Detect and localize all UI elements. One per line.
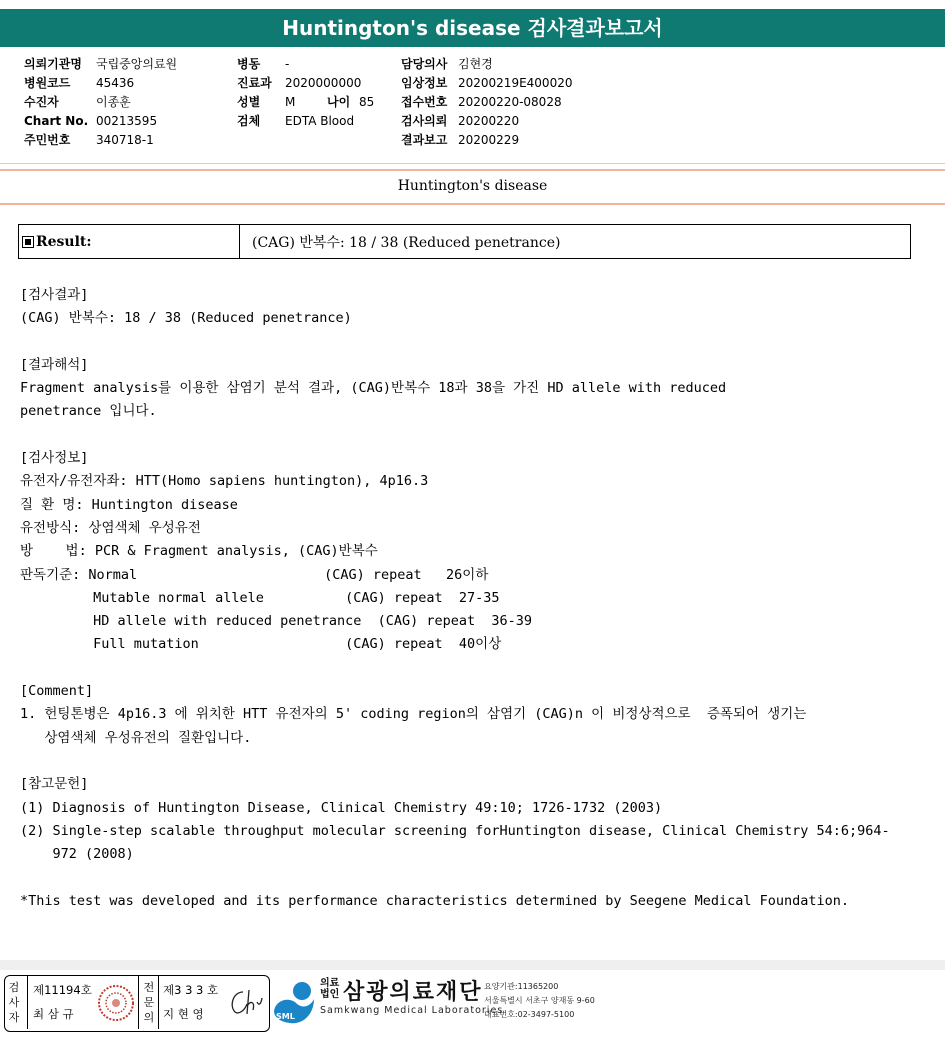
sex: M — [285, 95, 296, 109]
clinical-info: 20200219E400020 — [458, 76, 573, 90]
logo-corp — [320, 978, 342, 1000]
seal-icon — [97, 983, 135, 1023]
label: 의뢰기관명 — [24, 57, 82, 71]
body-line: 유전자/유전자좌: HTT(Homo sapiens huntington), 4p16.3 — [20, 473, 429, 490]
doctor: 김현경 — [458, 57, 493, 71]
label: 검체 — [237, 114, 261, 128]
body-line: penetrance 입니다. — [20, 403, 157, 420]
hospital-code: 45436 — [96, 76, 135, 90]
label: 수진자 — [24, 95, 59, 109]
result-summary-box — [18, 224, 911, 259]
specialist-title — [140, 980, 158, 1025]
hospital-name: 국립중앙의료원 — [96, 57, 178, 71]
patient-name: 이종훈 — [96, 95, 131, 109]
body-line: 상염색체 우성유전의 질환입니다. — [20, 729, 252, 746]
body-line: Fragment analysis를 이용한 삼염기 분석 결과, (CAG)반복수 18과 38을 가진 HD allele with reduced — [20, 380, 727, 397]
logo-badge: SML — [276, 1012, 295, 1021]
body-line: Full mutation (CAG) repeat 40이상 — [20, 636, 502, 653]
label: 성별 — [237, 95, 261, 109]
label: 결과보고 — [401, 133, 448, 147]
label: 접수번호 — [401, 95, 448, 109]
logo-name: 삼광의료재단 — [343, 980, 483, 1005]
label: 임상정보 — [401, 76, 448, 90]
divider — [138, 976, 139, 1029]
body-line: 유전방식: 상염색체 우성유전 — [20, 519, 201, 536]
logo-corp-text: 의료법인 — [320, 978, 340, 1000]
request-date: 20200220 — [458, 114, 520, 128]
resident-number: 340718-1 — [96, 133, 154, 147]
logo-icon — [270, 977, 318, 1027]
section-title: Huntington's disease — [397, 178, 548, 194]
divider — [27, 976, 28, 1029]
result-label-cell — [19, 225, 240, 258]
chart-number: 00213595 — [96, 114, 158, 128]
header-col-1 — [24, 55, 177, 150]
label: Chart No. — [24, 114, 89, 128]
inspector-name: 최 삼 규 — [33, 1007, 74, 1021]
age: 85 — [359, 95, 375, 109]
body-line: 판독기준: Normal (CAG) repeat 26이하 — [20, 566, 489, 583]
body-line — [20, 424, 890, 447]
specialist-title-text: 전문의 — [143, 981, 155, 1024]
body-line — [20, 750, 890, 773]
label: 나이 — [327, 95, 351, 109]
label: 검사의뢰 — [401, 114, 448, 128]
section-heading: [Comment] — [20, 683, 94, 700]
label: 병동 — [237, 57, 261, 71]
section-heading: [참고문헌] — [20, 776, 89, 793]
divider — [158, 976, 159, 1029]
body-line: 질 환 명: Huntington disease — [20, 496, 238, 513]
result-label: Result: — [36, 233, 92, 250]
body-line — [20, 657, 890, 680]
label: 진료과 — [237, 76, 272, 90]
body-line: (2) Single-step scalable throughput molecular screening forHuntington disease, Clinical Chemistry 54:6;964- — [20, 822, 890, 839]
logo-subtitle: Samkwang Medical Laboratories — [320, 1005, 504, 1016]
footer-divider — [0, 960, 945, 970]
section-heading: [결과해석] — [20, 356, 89, 373]
body-line: (1) Diagnosis of Huntington Disease, Clinical Chemistry 49:10; 1726-1732 (2003) — [20, 799, 663, 816]
body-line: 1. 헌팅톤병은 4p16.3 에 위치한 HTT 유전자의 5' coding region의 삼염기 (CAG)n 이 비정상적으로 증폭되어 생기는 — [20, 706, 807, 723]
header-divider — [0, 163, 945, 164]
body-line: Mutable normal allele (CAG) repeat 27-35 — [20, 589, 500, 606]
result-value: (CAG) 반복수: 18 / 38 (Reduced penetrance) — [252, 234, 561, 251]
label: 담당의사 — [401, 57, 448, 71]
inspector-license: 제11194호 — [33, 983, 92, 997]
body-line: 972 (2008) — [20, 846, 134, 863]
label: 병원코드 — [24, 76, 71, 90]
header-col-3 — [401, 55, 572, 150]
report-date: 20200229 — [458, 133, 520, 147]
signature-box — [4, 975, 270, 1032]
orange-rule-bottom — [0, 203, 945, 205]
specialist-name: 지 현 영 — [163, 1007, 204, 1021]
inspector-title-text: 검사자 — [8, 981, 20, 1024]
body-line — [20, 331, 890, 354]
report-body — [20, 284, 890, 913]
section-heading: [검사결과] — [20, 287, 89, 303]
logo-info-phone: 대표번호:02-3497-5100 — [484, 1010, 575, 1019]
body-line — [20, 866, 890, 889]
header-col-2 — [237, 55, 374, 131]
department: 2020000000 — [285, 76, 362, 90]
report-title: Huntington's disease 검사결과보고서 — [0, 9, 945, 47]
inspector-title — [5, 980, 23, 1025]
orange-rule-top — [0, 169, 945, 171]
receipt-number: 20200220-08028 — [458, 95, 562, 109]
body-line: (CAG) 반복수: 18 / 38 (Reduced penetrance) — [20, 310, 352, 327]
body-line: *This test was developed and its performance characteristics determined by Seegene Medical Foundation. — [20, 892, 850, 909]
specialist-license: 제3 3 3 호 — [163, 983, 219, 997]
body-line: 방 법: PCR & Fragment analysis, (CAG)반복수 — [20, 543, 378, 560]
logo-info-code: 요양기관:11365200 — [484, 982, 559, 991]
section-heading: [검사정보] — [20, 450, 89, 467]
label: 주민번호 — [24, 133, 71, 147]
specimen: EDTA Blood — [285, 114, 355, 128]
signature-icon — [225, 984, 265, 1020]
logo-info-address: 서울특별시 서초구 양재동 9-60 — [484, 996, 595, 1005]
ward: - — [285, 57, 290, 71]
checkbox-icon — [22, 236, 34, 248]
body-line: HD allele with reduced penetrance (CAG) repeat 36-39 — [20, 613, 533, 630]
